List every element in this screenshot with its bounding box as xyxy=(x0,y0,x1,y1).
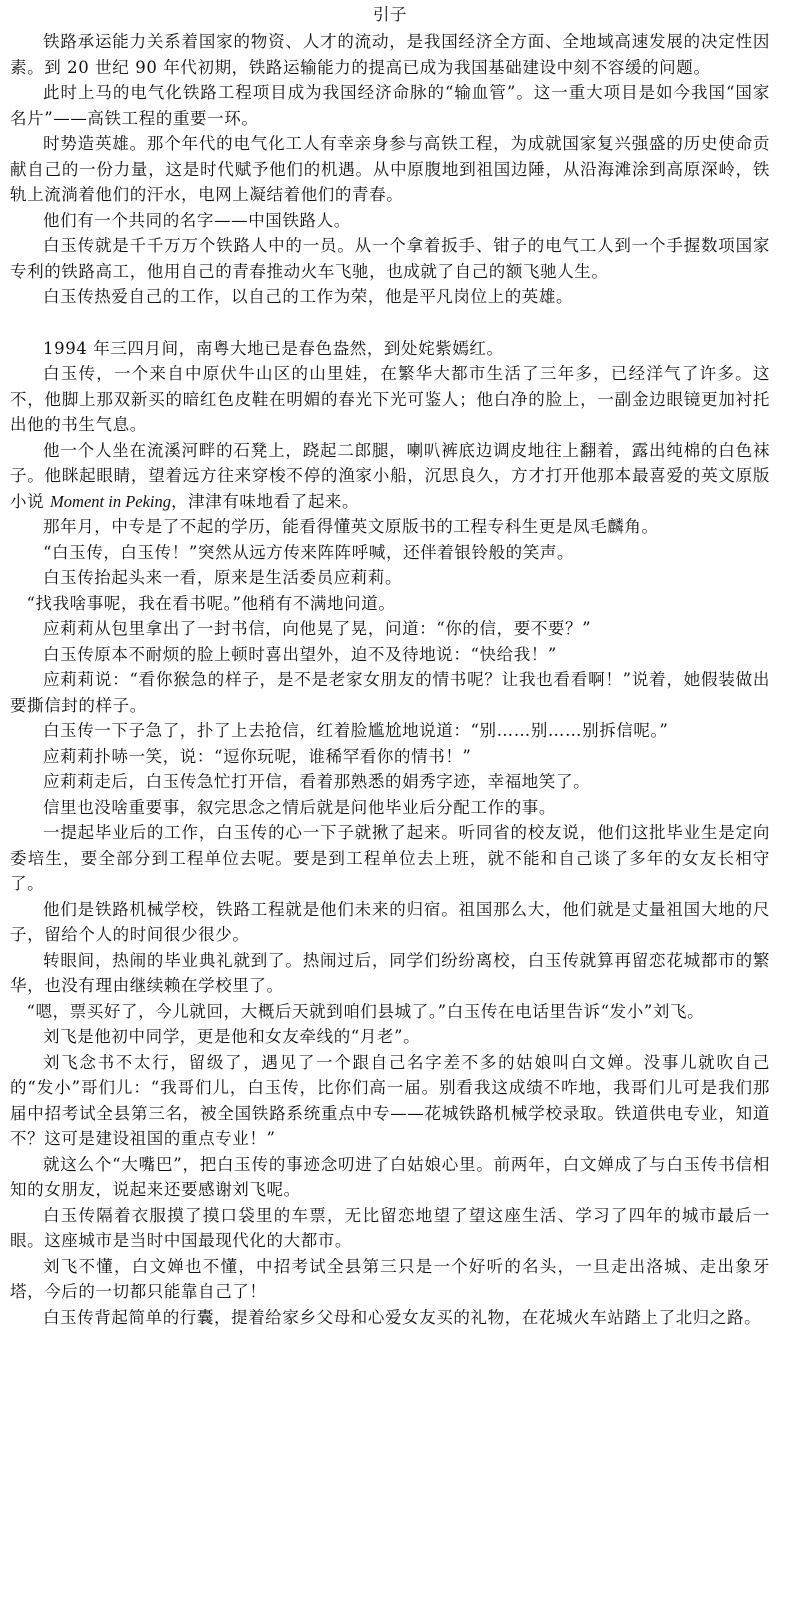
intro-paragraph: 白玉传就是千千万万个铁路人中的一员。从一个拿着扳手、钳子的电气工人到一个手握数项国家专利的铁路高工，他用自己的青春推动火车飞驰，也成就了自己的额飞驰人生。 xyxy=(10,236,770,281)
story-paragraph: 白玉传抬起头来一看，原来是生活委员应莉莉。 xyxy=(43,568,403,587)
story-paragraph: 白玉传背起简单的行囊，提着给家乡父母和心爱女友买的礼物，在花城火车站踏上了北归之路。 xyxy=(43,1307,762,1327)
story-paragraph: 白玉传，一个来自中原伏牛山区的山里娃，在繁华大都市生活了三年多，已经洋气了许多。这不，他脚上那双新买的暗红色皮鞋在明媚的春光下光可鉴人；他白净的脸上，一副金边眼镜更加衬托出他的书生气息。 xyxy=(10,364,770,434)
story-paragraph: 应莉莉从包里拿出了一封书信，向他晃了晃，问道：“你的信，要不要？” xyxy=(43,619,592,638)
book-title: Moment in Peking xyxy=(50,491,172,511)
intro-paragraph: 时势造英雄。那个年代的电气化工人有幸亲身参与高铁工程，为成就国家复兴强盛的历史使命贡献自己的一份力量，这是时代赋予他们的机遇。从中原腹地到祖国边陲，从沿海滩涂到高原深岭，铁轨上流淌着他们的汗水，电网上凝结着他们的青春。 xyxy=(10,134,770,204)
intro-paragraph: 他们有一个共同的名字——中国铁路人。 xyxy=(43,210,351,230)
story-paragraph: 那年月，中专是了不起的学历，能看得懂英文原版书的工程专科生更是凤毛麟角。 xyxy=(43,517,659,536)
story-paragraph: 白玉传原本不耐烦的脸上顿时喜出望外，迫不及待地说：“快给我！” xyxy=(43,644,557,664)
dialogue-paragraph: “嗯，票买好了，今儿就回，大概后天就到咱们县城了。”白玉传在电话里告诉“发小”刘飞。 xyxy=(26,1001,705,1021)
story-paragraph: 刘飞念书不太行，留级了，遇见了一个跟自己名字差不多的姑娘叫白文婵。没事儿就吹自己的“发小”哥们儿：“我哥们儿，白玉传，比你们高一届。别看我这成绩不咋地，我哥们儿可是我们那届中招考试全县第三名，被全国铁路系统重点中专——花城铁路机械学校录取。铁道供电专业，知道不？这可是建设祖国的重点专业！” xyxy=(10,1052,770,1148)
story-paragraph: 刘飞不懂，白文婵也不懂，中招考试全县第三只是一个好听的名头，一旦走出洛城、走出象牙塔，今后的一切都只能靠自己了！ xyxy=(10,1256,770,1301)
story-paragraph: 刘飞是他初中同学，更是他和女友牵线的“月老”。 xyxy=(43,1027,421,1046)
story-paragraph: 一提起毕业后的工作，白玉传的心一下子就揪了起来。听同省的校友说，他们这批毕业生是定向委培生，要全部分到工程单位去呢。要是到工程单位去上班，就不能和自己谈了多年的女友长相守了。 xyxy=(10,823,770,893)
story-paragraph: 信里也没啥重要事，叙完思念之情后就是问他毕业后分配工作的事。 xyxy=(43,797,556,817)
story-paragraph: 1994 年三四月间，南粤大地已是春色盎然，到处姹紫嫣红。 xyxy=(43,338,504,358)
section-gap xyxy=(10,310,770,336)
story-paragraph: 转眼间，热闹的毕业典礼就到了。热闹过后，同学们纷纷离校，白玉传就算再留恋花城都市的繁华，也没有理由继续赖在学校里了。 xyxy=(10,950,770,995)
chapter-title: 引子 xyxy=(372,5,408,24)
story-paragraph: 他们是铁路机械学校，铁路工程就是他们未来的归宿。祖国那么大，他们就是丈量祖国大地的尺子，留给个人的时间很少很少。 xyxy=(10,899,770,944)
story-paragraph xyxy=(10,438,770,515)
intro-paragraph: 此时上马的电气化铁路工程项目成为我国经济命脉的“输血管”。这一重大项目是如今我国“国家名片”——高铁工程的重要一环。 xyxy=(10,83,770,128)
intro-paragraph: 铁路承运能力关系着国家的物资、人才的流动，是我国经济全方面、全地域高速发展的决定性因素。到 20 世纪 90 年代初期，铁路运输能力的提高已成为我国基础建设中刻不容缓的问题。 xyxy=(10,32,770,77)
story-paragraph: 应莉莉说：“看你猴急的样子，是不是老家女朋友的情书呢？让我也看看啊！”说着，她假装做出要撕信封的样子。 xyxy=(10,670,770,715)
story-text: ，津津有味地看了起来。 xyxy=(171,491,360,511)
story-paragraph: 白玉传隔着衣服摸了摸口袋里的车票，无比留恋地望了望这座生活、学习了四年的城市最后一眼。这座城市是当时中国最现代化的大都市。 xyxy=(10,1205,770,1250)
story-text: 他一个人坐在流溪河畔的石凳上，跷起二郎腿，喇叭裤底边调皮地往上翻着，露出纯棉的白色袜子。他眯起眼睛，望着远方往来穿梭不停的渔家小船，沉思良久，方才打开他那本最喜爱的英文原版小说 xyxy=(10,440,770,511)
document-page xyxy=(10,4,770,1330)
story-paragraph: 就这么个“大嘴巴”，把白玉传的事迹念叨进了白姑娘心里。前两年，白文婵成了与白玉传书信相知的女朋友，说起来还要感谢刘飞呢。 xyxy=(10,1154,770,1199)
story-paragraph: 应莉莉走后，白玉传急忙打开信，看着那熟悉的娟秀字迹，幸福地笑了。 xyxy=(43,772,591,791)
story-paragraph: 应莉莉扑哧一笑，说：“逗你玩呢，谁稀罕看你的情书！” xyxy=(43,746,472,766)
dialogue-paragraph: “找我啥事呢，我在看书呢。”他稍有不满地问道。 xyxy=(26,593,396,613)
intro-paragraph: 白玉传热爱自己的工作，以自己的工作为荣，他是平凡岗位上的英雄。 xyxy=(43,287,574,306)
dialogue-paragraph: “白玉传，白玉传！”突然从远方传来阵阵呼喊，还伴着银铃般的笑声。 xyxy=(43,542,575,562)
story-paragraph: 白玉传一下子急了，扑了上去抢信，红着脸尴尬地说道：“别……别……别拆信呢。” xyxy=(43,721,669,740)
